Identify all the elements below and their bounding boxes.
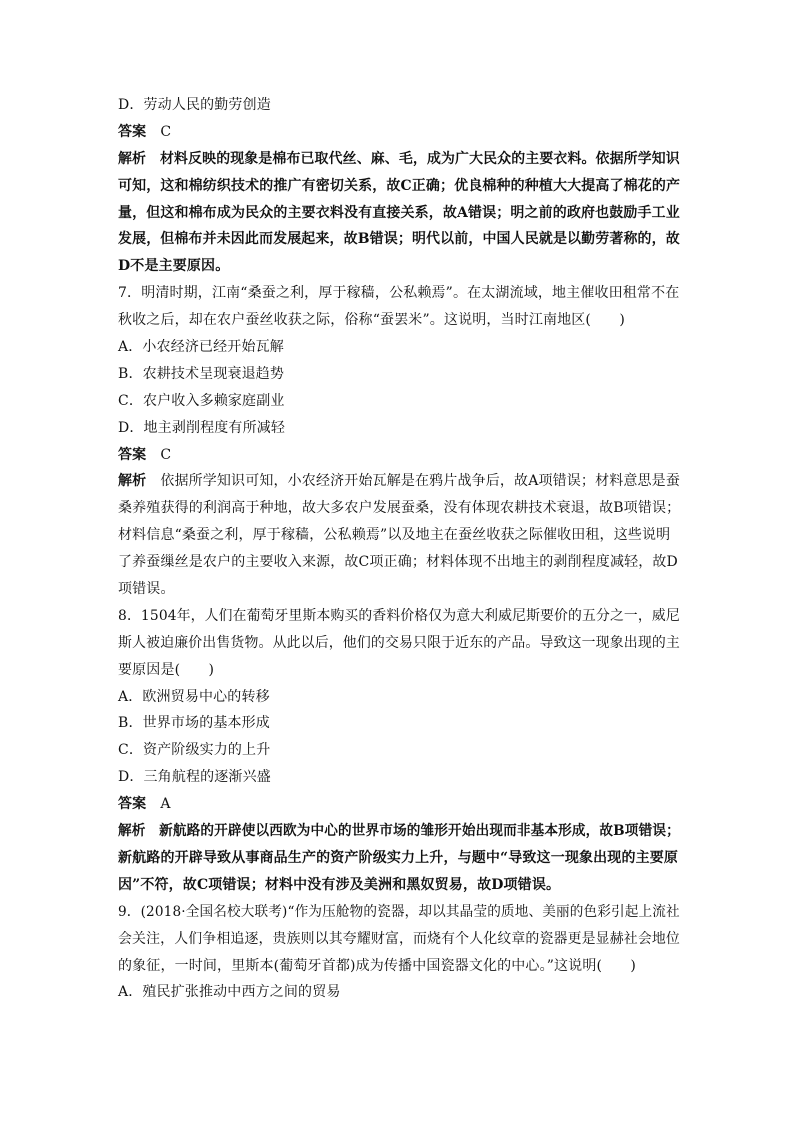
q6-option-d: D．劳动人民的勤劳创造: [118, 97, 271, 113]
analysis-label: 解析: [118, 823, 146, 840]
answer-value: C: [160, 446, 172, 463]
q8-analysis-line: 解析 新航路的开辟使以西欧为中心的世界市场的雏形开始出现而非基本形成，故B项错误；: [118, 823, 680, 840]
q7-option-c: C．农户收入多赖家庭副业: [118, 392, 285, 409]
q9-stem-line: 9．(2018·全国名校大联考)“作为压舱物的瓷器，却以其晶莹的质地、美丽的色彩引起上流社: [118, 903, 680, 920]
q8-analysis-line: 新航路的开辟导致从事商品生产的资产阶级实力上升，与题中“导致这一现象出现的主要原: [118, 849, 679, 866]
q9-stem-line: 的象征，一时间，里斯本(葡萄牙首都)成为传播中国瓷器文化的中心。”这说明( ): [118, 957, 637, 974]
q7-option-a: A．小农经济已经开始瓦解: [118, 339, 284, 356]
q7-stem-line: 7．明清时期，江南“桑蚕之利，厚于稼穑，公私赖焉”。在太湖流域，地主催收田租常不在: [118, 285, 680, 302]
q7-option-b: B．农耕技术呈现衰退趋势: [118, 365, 285, 382]
q8-stem-line: 8．1504年，人们在葡萄牙里斯本购买的香料价格仅为意大利威尼斯要价的五分之一，威尼: [118, 607, 680, 624]
q8-stem-line: 斯人被迫廉价出售货物。从此以后，他们的交易只限于近东的产品。导致这一现象出现的主: [118, 634, 680, 651]
q6-analysis-line: D不是主要原因。: [118, 258, 230, 275]
answer-value: C: [160, 123, 172, 140]
q6-analysis-line: 量，但这和棉布成为民众的主要衣料没有直接关系，故A错误；明之前的政府也鼓励手工业: [118, 204, 680, 221]
q9-stem-line: 会关注，人们争相追逐，贵族则以其夸耀财富，而烧有个人化纹章的瓷器更是显赫社会地位: [118, 930, 680, 947]
q6-analysis-line: 发展，但棉布并未因此而发展起来，故B错误；明代以前，中国人民就是以勤劳著称的，故: [118, 231, 680, 248]
q8-option-a: A．欧洲贸易中心的转移: [118, 688, 270, 705]
q9-option-a: A．殖民扩张推动中西方之间的贸易: [118, 984, 341, 1001]
q8-analysis-line: 因”不符，故C项错误；材料中没有涉及美洲和黑奴贸易，故D项错误。: [118, 876, 561, 893]
q6-answer: [118, 119, 680, 146]
answer-label: 答案: [118, 796, 147, 813]
q6-analysis-line: 解析 材料反映的现象是棉布已取代丝、麻、毛，成为广大民众的主要衣料。依据所学知识: [118, 150, 680, 167]
analysis-label: 解析: [118, 473, 147, 490]
q7-analysis-line: 桑养殖获得的利润高于种地，故大多农户发展蚕桑，没有体现农耕技术衰退，故B项错误；: [118, 500, 681, 517]
q8-option-b: B．世界市场的基本形成: [118, 715, 270, 732]
q8-option-c: C．资产阶级实力的上升: [118, 742, 271, 759]
answer-label: 答案: [118, 123, 147, 140]
q7-analysis-line: 了养蚕缫丝是农户的主要收入来源，故C项正确；材料体现不出地主的剥削程度减轻，故D: [118, 554, 678, 571]
analysis-label: 解析: [118, 150, 147, 167]
q7-answer: [118, 442, 680, 469]
q7-analysis-line: 项错误。: [118, 581, 175, 598]
q8-option-d: D．三角航程的逐渐兴盛: [118, 769, 271, 786]
q7-analysis-line: 材料信息“桑蚕之利，厚于稼穑，公私赖焉”以及地主在蚕丝收获之际催收田租，这些说明: [118, 527, 671, 544]
q8-answer: [118, 791, 680, 818]
q7-option-d: D．地主剥削程度有所减轻: [118, 419, 286, 436]
q8-stem-line: 要原因是( ): [118, 661, 215, 678]
document-page: [118, 92, 680, 1006]
q7-stem-line: 秋收之后，却在农户蚕丝收获之际，俗称“蚕罢米”。这说明，当时江南地区( ): [118, 312, 625, 329]
answer-label: 答案: [118, 446, 147, 463]
answer-value: A: [160, 796, 171, 813]
q7-analysis-line: 解析 依据所学知识可知，小农经济开始瓦解是在鸦片战争后，故A项错误；材料意思是蚕: [118, 473, 680, 490]
q6-analysis-line: 可知，这和棉纺织技术的推广有密切关系，故C正确；优良棉种的种植大大提高了棉花的产: [118, 177, 681, 194]
